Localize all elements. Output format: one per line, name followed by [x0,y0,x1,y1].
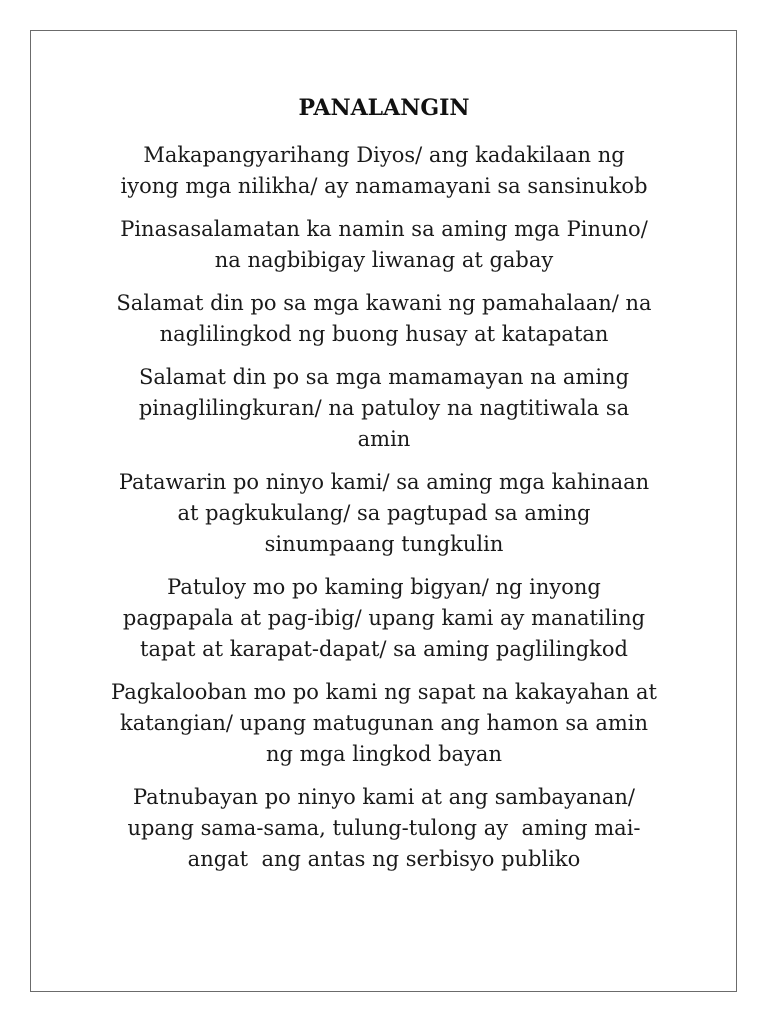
stanza-line: angat ang antas ng serbisyo publiko [187,847,581,871]
stanza-line: Pinasasalamatan ka namin sa aming mga Pinuno/ [120,217,648,241]
stanza-line: Pagkalooban mo po kami ng sapat na kakayahan at [111,680,657,704]
document-title: PANALANGIN [298,95,470,121]
stanza-line: Makapangyarihang Diyos/ ang kadakilaan ng [143,143,625,167]
stanza-line: upang sama-sama, tulung-tulong ay aming mai- [127,816,641,840]
stanza-line: Patawarin po ninyo kami/ sa aming mga kahinaan [118,470,650,494]
stanza-line: Salamat din po sa mga kawani ng pamahalaan/ na [116,291,652,315]
stanza-3 [82,288,686,350]
stanza-line: amin [357,427,411,451]
stanza-4 [82,362,686,455]
stanza-line: sinumpaang tungkulin [264,532,504,556]
stanza-line: pinaglilingkuran/ na patuloy na nagtitiwala sa [138,396,630,420]
stanza-line: Patuloy mo po kaming bigyan/ ng inyong [167,575,601,599]
stanza-line: ng mga lingkod bayan [266,742,502,766]
stanza-line: iyong mga nilikha/ ay namamayani sa sansinukob [120,174,648,198]
stanza-1 [82,140,686,202]
stanza-line: Salamat din po sa mga mamamayan na aming [138,365,630,389]
stanza-line: pagpapala at pag-ibig/ upang kami ay manatiling [122,606,646,630]
stanza-5 [82,467,686,560]
stanza-line: Patnubayan po ninyo kami at ang sambayanan/ [132,785,635,809]
stanza-2 [82,214,686,276]
stanza-line: na nagbibigay liwanag at gabay [214,248,554,272]
stanza-line: katangian/ upang matugunan ang hamon sa amin [119,711,649,735]
stanza-6 [82,572,686,665]
stanza-line: naglilingkod ng buong husay at katapatan [159,322,609,346]
prayer-body [82,140,686,887]
stanza-line: tapat at karapat-dapat/ sa aming paglilingkod [140,637,628,661]
stanza-line: at pagkukulang/ sa pagtupad sa aming [177,501,591,525]
stanza-8 [82,782,686,875]
stanza-7 [82,677,686,770]
